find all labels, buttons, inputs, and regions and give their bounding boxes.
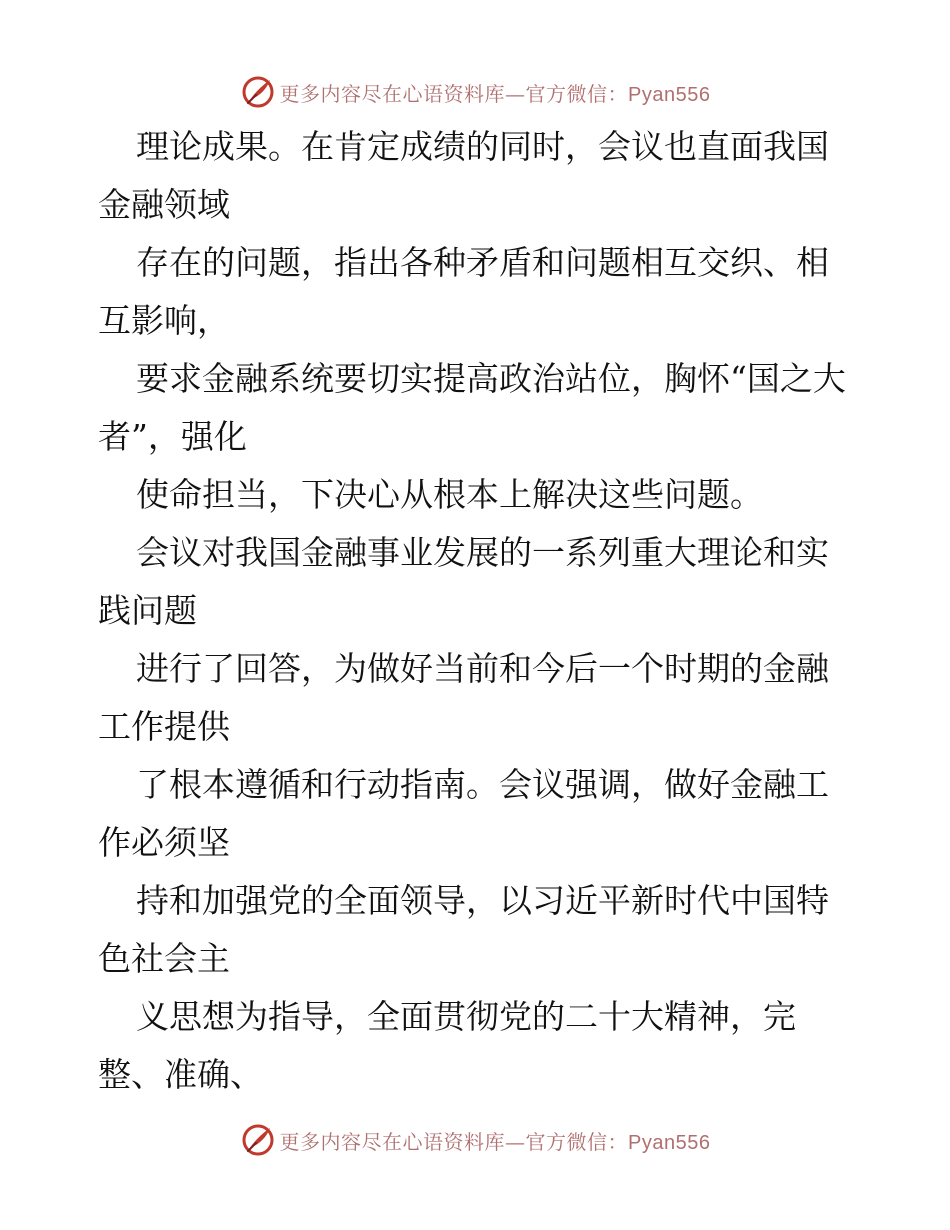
feather-logo-icon xyxy=(240,74,276,110)
paragraph: 会议对我国金融事业发展的一系列重大理论和实践问题 xyxy=(98,533,829,630)
document-body xyxy=(98,118,858,1104)
paragraph: 理论成果。在肯定成绩的同时，会议也直面我国金融领域 xyxy=(98,127,829,224)
paragraph: 义思想为指导，全面贯彻党的二十大精神，完整、准确、 xyxy=(98,997,796,1094)
paragraph: 存在的问题，指出各种矛盾和问题相互交织、相互影响， xyxy=(98,243,829,340)
footer-wechat-id: Pyan556 xyxy=(628,1131,711,1154)
footer-banner xyxy=(0,1118,950,1162)
feather-logo-icon xyxy=(240,1122,276,1158)
paragraph: 进行了回答，为做好当前和今后一个时期的金融工作提供 xyxy=(98,649,829,746)
paragraph: 使命担当，下决心从根本上解决这些问题。 xyxy=(136,475,763,514)
paragraph: 持和加强党的全面领导，以习近平新时代中国特色社会主 xyxy=(98,881,829,978)
header-banner-text: 更多内容尽在心语资料库—官方微信：Pyan556 xyxy=(279,81,711,106)
header-wechat-id: Pyan556 xyxy=(628,83,711,106)
paragraph: 了根本遵循和行动指南。会议强调，做好金融工作必须坚 xyxy=(98,765,829,862)
header-banner xyxy=(0,70,950,114)
paragraph: 要求金融系统要切实提高政治站位，胸怀“国之大者”，强化 xyxy=(98,359,846,456)
footer-banner-text: 更多内容尽在心语资料库—官方微信：Pyan556 xyxy=(279,1129,711,1154)
